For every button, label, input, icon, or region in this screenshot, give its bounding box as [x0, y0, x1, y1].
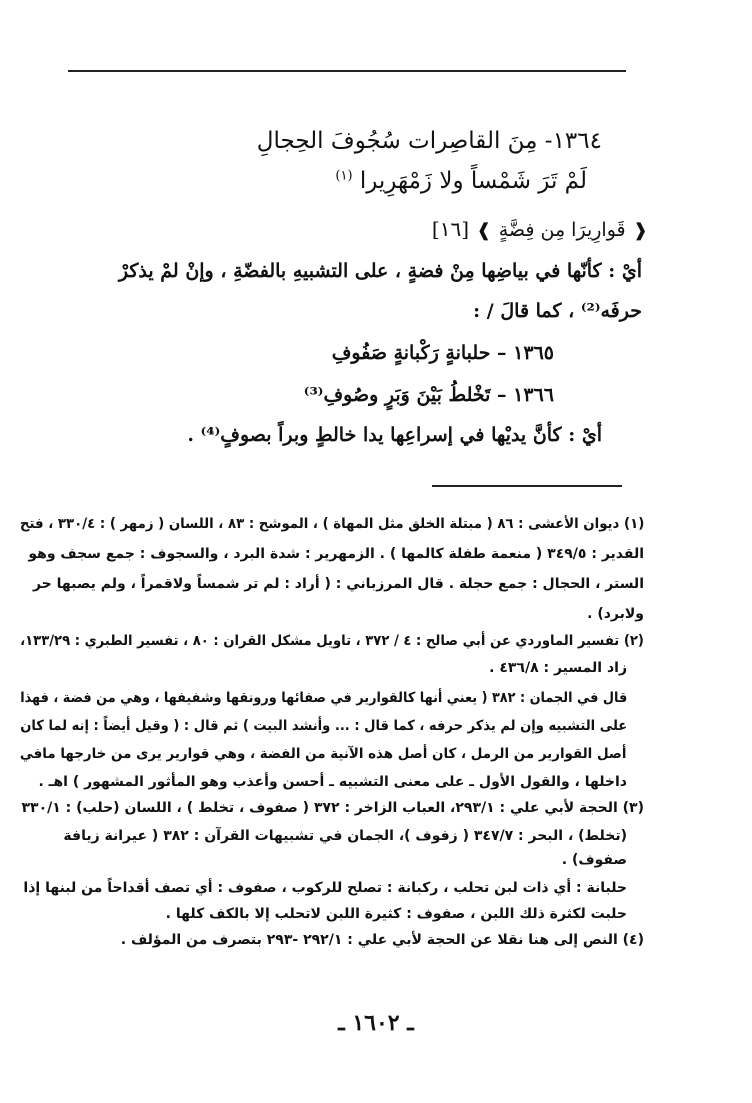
footnote-line: (٣) الحجة لأبي علي : ٢٩٣/١، العباب الزاخر : ٣٧٢ ( صفوف ، تخلط ) ، اللسان (حلب) : ٣٣٠/١ [21, 800, 644, 816]
verse-1364-line-1: ١٣٦٤- مِنَ القاصِرات سُجُوفَ الحِجالِ [256, 128, 602, 154]
top-rule [68, 70, 626, 72]
footnote-line: حلبت لكثرة ذلك اللبن ، صفوف : كثيرة اللبن لاتحلب إلا بالكف كلها . [165, 906, 627, 922]
explanation-line-2: حرفَه⁽²⁾ ، كما قالَ / : [473, 300, 642, 322]
footnote-separator [432, 485, 622, 487]
footnote-line: على التشبيه وإن لم يذكر حرفه ، كما قال : ... وأنشد البيت ) ثم قال : ( وقيل أيضاً : إنه لما كان [19, 718, 627, 734]
verse-1366: ١٣٦٦ – تَخْلطُ بَيْنَ وَبَرٍ وصُوفِ⁽³⁾ [303, 384, 554, 406]
verse-1364-line-2 [335, 168, 587, 194]
footnote-line: ولابرد) . [587, 606, 644, 622]
footnote-line: داخلها ، والقول الأول ـ على معنى التشبيه ـ أحسن وأعذب وهو المأثور المشهور ) اهـ . [38, 774, 627, 790]
quran-bracket-close: ❱ [476, 220, 492, 241]
footnote-line: (تخلط) ، البحر : ٣٤٧/٧ ( زفوف )، الجمان في تشبيهات القرآن : ٣٨٢ ( عيرانة زيافة [63, 828, 627, 844]
quran-verse [432, 216, 648, 242]
footnote-line: (٢) تفسير الماوردي عن أبي صالح : ٤ / ٣٧٢ ، تاويل مشكل القران : ٨٠ ، تفسير الطبري : ١٣٣/٢٩، [20, 633, 644, 649]
page-number: ـ ١٦٠٢ ـ [338, 1010, 414, 1036]
footnote-line: حلبانة : أي ذات لبن تحلب ، ركبانة : تصلح للركوب ، صفوف : أي تصف أقداحاً من لبنها إذا [23, 880, 627, 896]
footnote-line: الستر ، الحجال : جمع حجلة . قال المرزباني : ( أراد : لم تر شمساً ولاقمراً ، ولم يصبها حر [32, 576, 644, 592]
footnote-line: (٤) النص إلى هنا نقلا عن الحجة لأبي علي : ٢٩٢/١ -٢٩٣ بتصرف من المؤلف . [120, 932, 644, 948]
verse-1365: ١٣٦٥ – حلبانةٍ رَكْبانةٍ صَفُوفِ [331, 342, 554, 364]
footnote-ref-1: (١) [335, 168, 353, 184]
footnote-line: أصل القوارير من الرمل ، كان أصل هذه الآنية من الفضة ، وهي قوارير يرى من خارجها مافي [20, 746, 627, 762]
footnote-line: (١) ديوان الأعشى : ٨٦ ( مبتلة الخلق مثل المهاة ) ، الموشح : ٨٣ ، اللسان ( زمهر ) : ٣٣٠/٤ ، فتح [19, 516, 644, 532]
explanation-line-1: أيْ : كأنّها في بياضِها مِنْ فضةٍ ، على التشبيهِ بالفضّةِ ، وإنْ لمْ يذكرْ [118, 260, 642, 282]
explanation-2: أيْ : كأنَّ يديْها في إسراعِها يدا خالطٍ وبراً بصوفٍ⁽⁴⁾ . [187, 424, 602, 446]
footnote-line: القدير : ٣٤٩/٥ ( منعمة طفلة كالمها ) . الزمهرير : شدة البرد ، والسجوف : جمع سجف وهو [28, 546, 644, 562]
quran-verse-number: [١٦] [431, 217, 469, 241]
verse-1364-line-2-text: لَمْ تَرَ شَمْساً ولا زَمْهَرِيرا [359, 168, 587, 194]
footnote-line: زاد المسير : ٤٣٦/٨ . [489, 660, 627, 676]
quran-bracket-open: ❰ [632, 220, 648, 241]
footnote-line: قال في الجمان : ٣٨٢ ( يعني أنها كالقوارير في صفائها ورونقها وشفيفها ، وهي من فضة ، فهذا [19, 690, 627, 706]
quran-verse-text: قَوارِيرَا مِن فِضَّةٍ [498, 219, 626, 241]
footnote-line: صفوف) . [561, 852, 627, 868]
